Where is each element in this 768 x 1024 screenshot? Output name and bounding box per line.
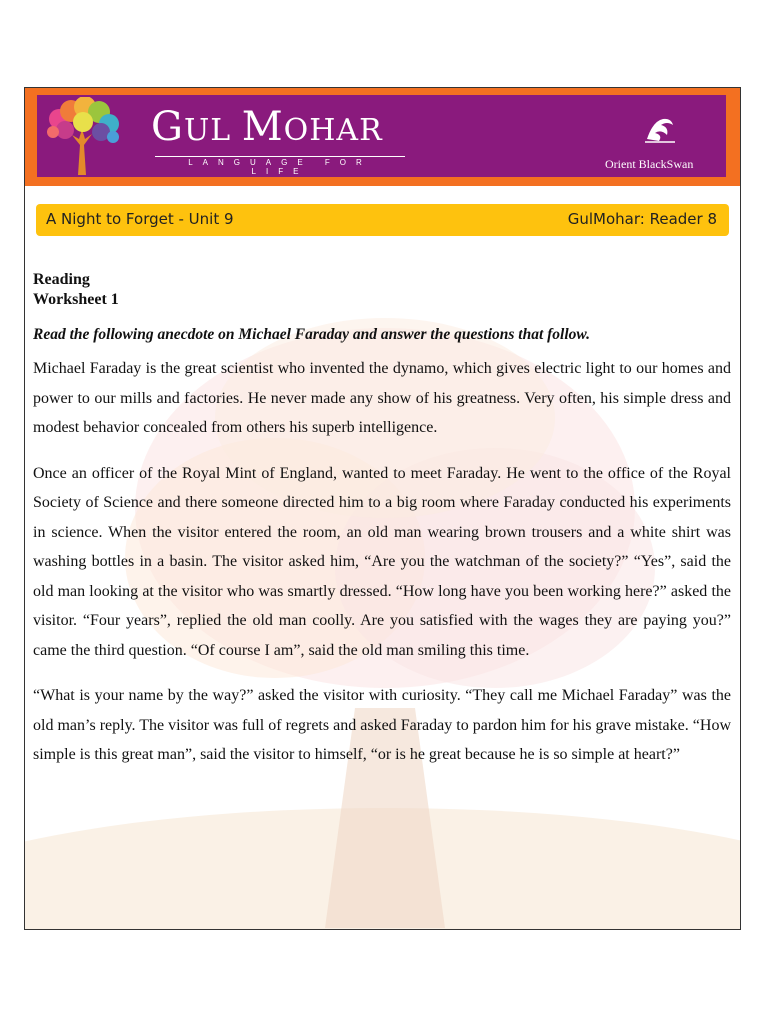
paragraph-2: Once an officer of the Royal Mint of England, wanted to meet Faraday. He went to the office of the Royal Society of Science and there someone directed him to a big room where Faraday conducted his experiments in science. When the visitor entered the room, an old man wearing brown trousers and a white shirt was washing bottles in a basin. The visitor asked him, “Are you the watchman of the society?” “Yes”, said the old man looking at the visitor who was smartly dressed. “How long have you been working here?” asked the visitor. “Four years”, replied the old man coolly. Are you satisfied with the wages they are paying you?” came the third question. “Of course I am”, said the old man smiling this time. [33, 464, 731, 659]
brand-text-ohar: OHAR [283, 113, 383, 148]
worksheet-number: Worksheet 1 [33, 291, 119, 308]
instruction: Read the following anecdote on Michael Faraday and answer the questions that follow. [33, 326, 591, 343]
section-heading: Reading [33, 271, 90, 288]
paragraph-3: “What is your name by the way?” asked the visitor with curiosity. “They call me Michael Faraday” was the old man’s reply. The visitor was full of regrets and asked Faraday to pardon him for his grave mistake. “How simple is this great man”, said the visitor to himself, “or is he great because he is so simple at heart?” [33, 687, 731, 763]
brand-letter-m: M [241, 104, 284, 150]
brand-letter-g: G [151, 104, 184, 150]
paragraph-1: Michael Faraday is the great scientist who invented the dynamo, which gives electric light to our homes and power to our mills and factories. He never made any show of his greatness. Very often, his simple dress and modest behavior concealed from others his superb intelligence. [33, 360, 731, 436]
brand-text-ul: UL [183, 113, 242, 148]
unit-title: A Night to Forget - Unit 9 [46, 210, 234, 228]
brand-tagline: LANGUAGE FOR LIFE [155, 156, 405, 176]
reader-title: GulMohar: Reader 8 [567, 210, 717, 228]
header-banner-inner [37, 95, 726, 177]
unit-bar [36, 204, 729, 236]
brand-name [151, 105, 383, 153]
worksheet-content [33, 270, 731, 770]
header-banner [25, 88, 740, 186]
tree-logo-icon [41, 97, 123, 175]
publisher-name: Orient BlackSwan [605, 157, 694, 171]
swan-logo-icon [643, 113, 677, 145]
worksheet-page [24, 87, 741, 930]
